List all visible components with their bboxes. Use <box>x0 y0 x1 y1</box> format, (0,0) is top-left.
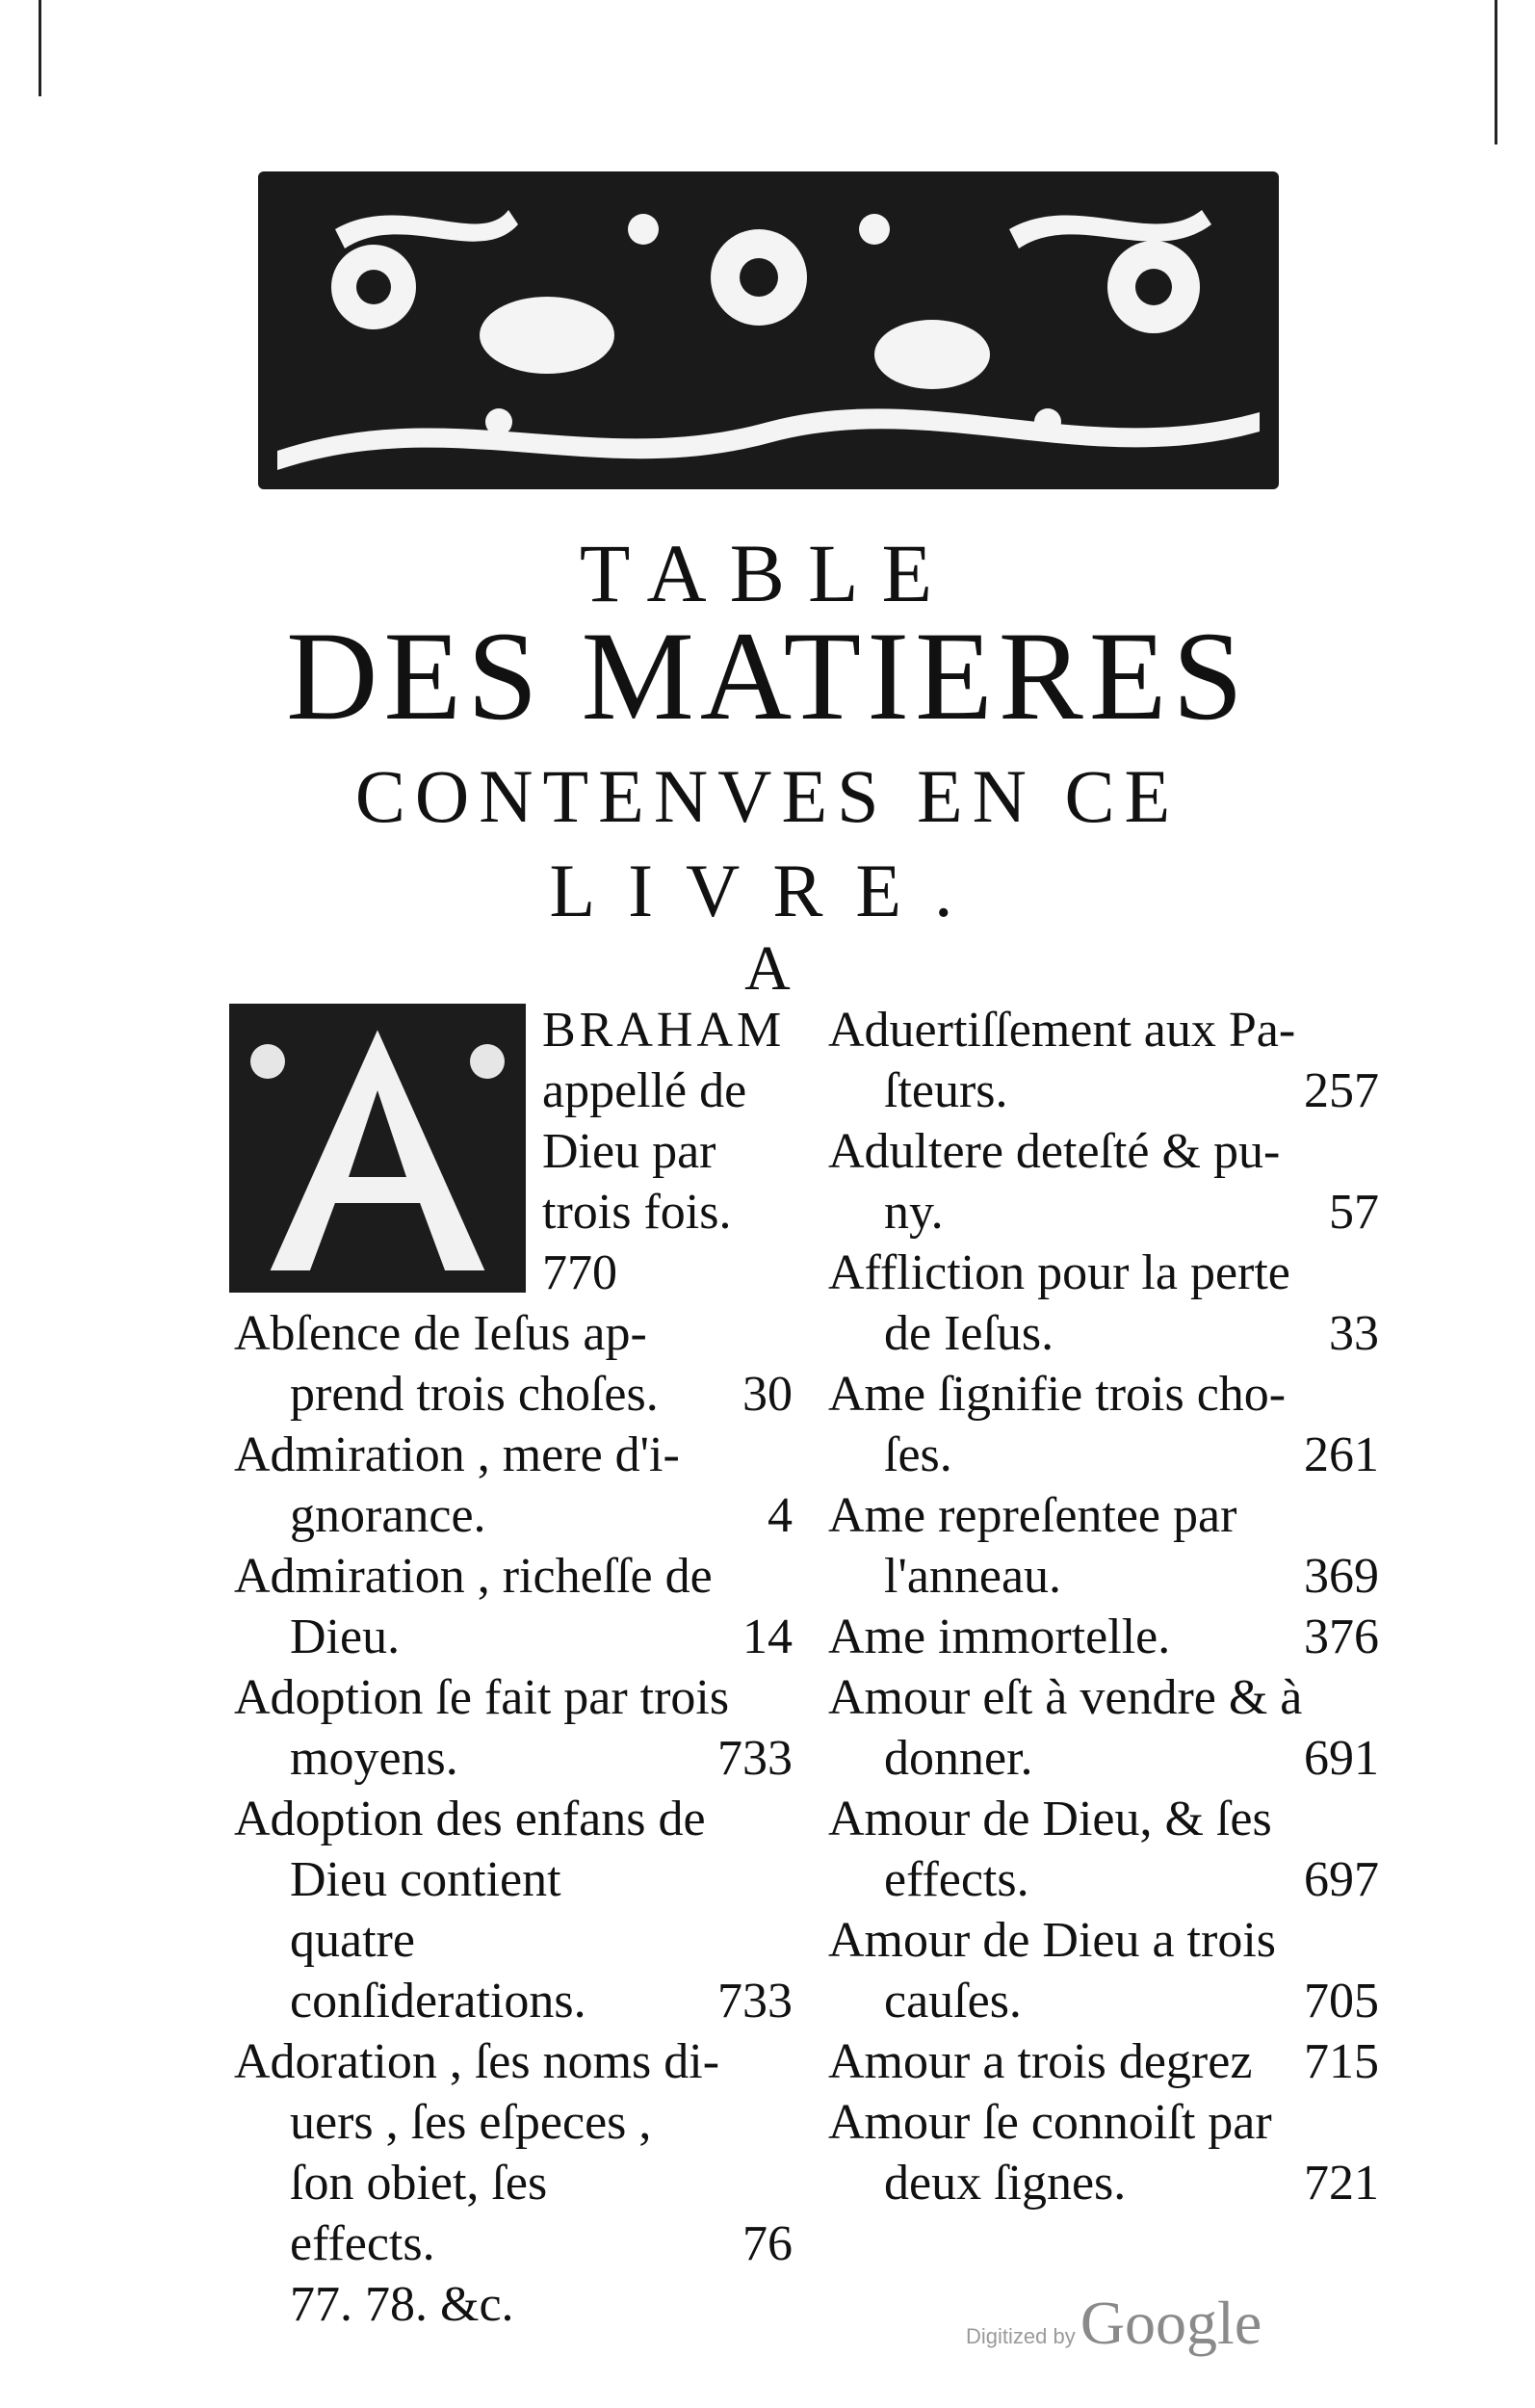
entry-page-number: 733 <box>717 1974 793 2028</box>
left-index-column <box>234 1000 793 2335</box>
entry-continuation: ſteurs. <box>884 1063 1008 1118</box>
index-entry <box>234 2031 793 2274</box>
entry-continuation: moyens. <box>290 1731 458 1786</box>
entry-page-number: 261 <box>1304 1427 1379 1482</box>
entry-page-number: 257 <box>1304 1063 1379 1118</box>
entry-term: BRAHAM <box>542 1003 786 1058</box>
title-contenves: CONTENVES EN CE <box>354 754 1181 838</box>
entry-term: Affliction pour la perte <box>828 1245 1290 1300</box>
entry-page-number: 33 <box>1329 1306 1379 1361</box>
entry-term: Admiration , mere d'i- <box>234 1427 680 1482</box>
index-entry <box>828 1910 1379 2031</box>
entry-continuation: appellé de Dieu par trois fois. <box>542 1063 747 1240</box>
entry-continuation: Dieu. <box>290 1610 401 1664</box>
entry-continuation: uers , ſes eſpeces , ſon obiet, ſes effects. <box>290 2095 652 2271</box>
entry-term: Amour ſe connoiſt par <box>828 2095 1272 2150</box>
index-entry <box>828 1667 1379 1789</box>
title-livre: LIVRE. <box>549 849 986 932</box>
index-entry <box>234 1789 793 2031</box>
entry-term: Amour de Dieu, & ſes <box>828 1792 1272 1846</box>
entry-page-number: 715 <box>1304 2034 1379 2089</box>
index-entry <box>828 1000 1379 1121</box>
entry-page-number: 376 <box>1304 1610 1379 1664</box>
page-edge-line-left <box>39 0 41 96</box>
entry-page-number: 770 <box>542 1245 617 1300</box>
title-des-matieres: DES MATIERES <box>286 605 1249 746</box>
title-table: TABLE <box>579 527 956 619</box>
digitized-by-google-watermark <box>966 2288 1262 2359</box>
index-entry <box>828 2031 1379 2092</box>
entry-continuation: l'anneau. <box>884 1549 1062 1604</box>
entry-continuation: cauſes. <box>884 1974 1022 2028</box>
index-entry <box>234 1303 793 1425</box>
index-entry <box>828 1121 1379 1243</box>
entry-page-number: 4 <box>768 1488 793 1543</box>
entry-continuation: effects. <box>884 1852 1029 1907</box>
entry-term: Adultere deteſté & pu- <box>828 1124 1281 1179</box>
entry-continuation: ny. <box>884 1185 944 1240</box>
floral-headpiece-ornament <box>258 171 1279 489</box>
entry-term: Ame ſignifie trois cho- <box>828 1367 1287 1422</box>
entry-term: Amour a trois degrez <box>828 2034 1253 2089</box>
entry-page-number: 705 <box>1304 1974 1379 2028</box>
google-logo: Google <box>1080 2289 1262 2357</box>
entry-term: Ame immortelle. <box>828 1610 1171 1664</box>
entry-term: Adoption ſe fait par trois <box>234 1670 730 1725</box>
index-entry <box>234 1000 793 1303</box>
index-entry <box>234 1667 793 1789</box>
entry-term: Admiration , richeſſe de <box>234 1549 713 1604</box>
entry-continuation: donner. <box>884 1731 1033 1786</box>
entry-page-number: 57 <box>1329 1185 1379 1240</box>
entry-page-number: 721 <box>1304 2156 1379 2211</box>
index-entry <box>828 1789 1379 1910</box>
entry-continuation: deux ſignes. <box>884 2156 1127 2211</box>
entry-continuation: Dieu contient quatre conſiderations. <box>290 1852 586 2028</box>
entry-page-number: 733 <box>717 1731 793 1786</box>
entry-continuation: ſes. <box>884 1427 952 1482</box>
right-index-column <box>828 1000 1379 2213</box>
entry-page-number: 14 <box>742 1610 793 1664</box>
index-entry <box>828 1485 1379 1607</box>
entry-continuation: de Ieſus. <box>884 1306 1054 1361</box>
index-entry <box>234 1425 793 1546</box>
entry-term: Adoption des enfans de <box>234 1792 706 1846</box>
entry-page-number: 30 <box>742 1367 793 1422</box>
entry-page-number: 691 <box>1304 1731 1379 1786</box>
index-entry <box>234 1546 793 1667</box>
index-entry <box>828 1607 1379 1667</box>
entry-term: Ame repreſentee par <box>828 1488 1237 1543</box>
entry-page-number: 76 <box>742 2216 793 2271</box>
index-entry <box>234 2274 793 2335</box>
page-edge-line <box>1495 0 1497 144</box>
entry-continuation: prend trois choſes. <box>290 1367 659 1422</box>
entry-term: Adoration , ſes noms di- <box>234 2034 720 2089</box>
digitized-label: Digitized by <box>966 2324 1076 2348</box>
entry-continuation: gnorance. <box>290 1488 486 1543</box>
entry-page-number: 369 <box>1304 1549 1379 1604</box>
index-entry <box>828 2092 1379 2213</box>
section-letter: A <box>744 933 791 1004</box>
entry-continuation: 77. 78. &c. <box>290 2277 514 2332</box>
entry-page-number: 697 <box>1304 1852 1379 1907</box>
entry-term: Amour eſt à vendre & à <box>828 1670 1303 1725</box>
entry-term: Abſence de Ieſus ap- <box>234 1306 647 1361</box>
entry-term: Amour de Dieu a trois <box>828 1913 1277 1968</box>
index-entry <box>828 1243 1379 1364</box>
entry-term: Aduertiſſement aux Pa- <box>828 1003 1296 1058</box>
index-entry <box>828 1364 1379 1485</box>
